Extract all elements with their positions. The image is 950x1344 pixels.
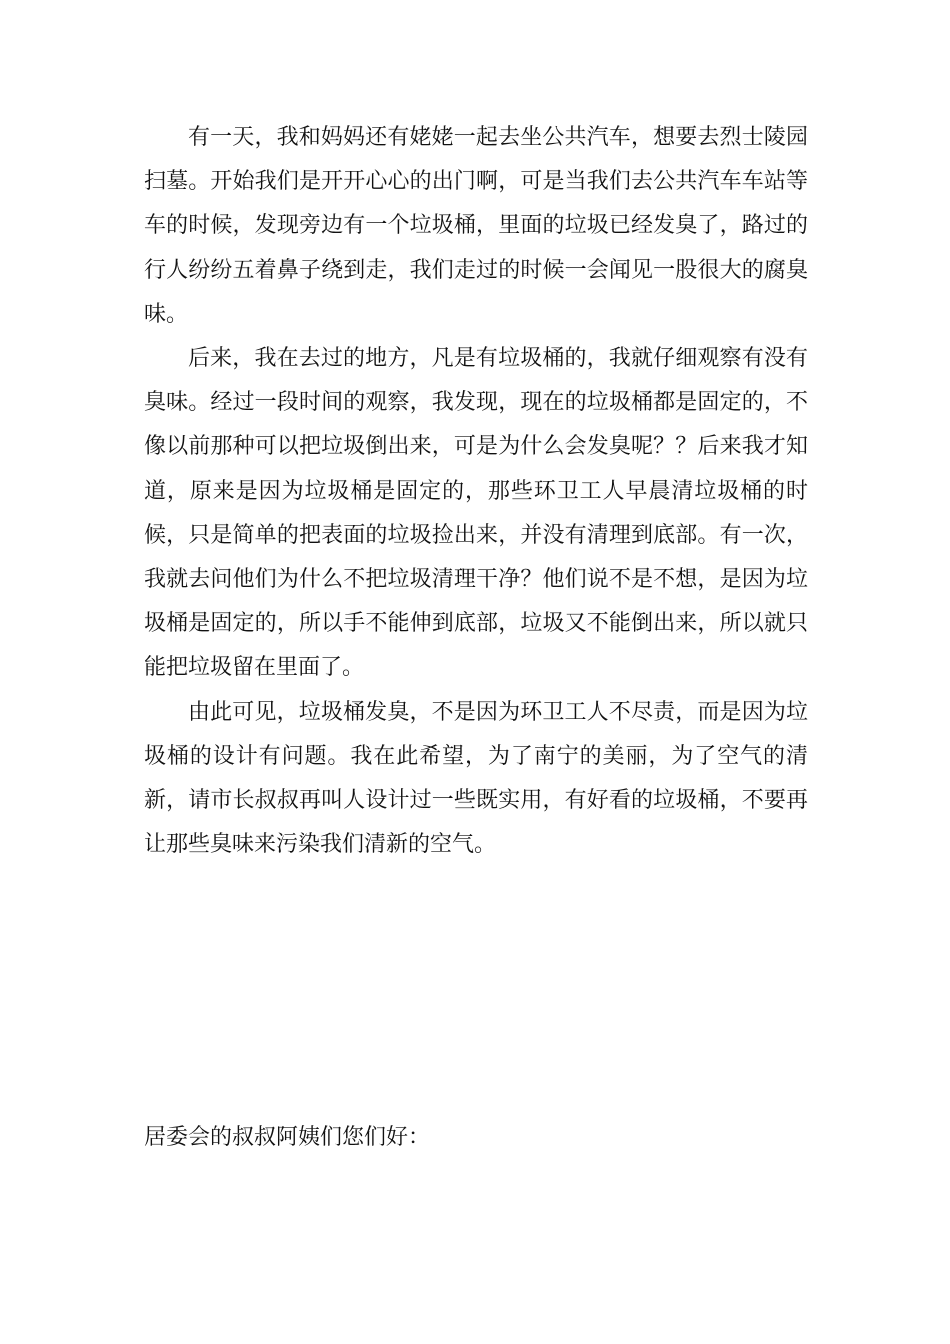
salutation-line: 居委会的叔叔阿姨们您们好： [144, 1125, 431, 1150]
letter-body [144, 116, 808, 867]
paragraph-1: 有一天，我和妈妈还有姥姥一起去坐公共汽车，想要去烈士陵园扫墓。开始我们是开开心心的出门啊，可是当我们去公共汽车车站等车的时候，发现旁边有一个垃圾桶，里面的垃圾已经发臭了，路过的行人纷纷五着鼻子绕到走，我们走过的时候一会闻见一股很大的腐臭味。 [144, 125, 808, 327]
paragraph-3: 由此可见，垃圾桶发臭，不是因为环卫工人不尽责，而是因为垃圾桶的设计有问题。我在此希望，为了南宁的美丽，为了空气的清新，请市长叔叔再叫人设计过一些既实用，有好看的垃圾桶，不要再让那些臭味来污染我们清新的空气。 [144, 699, 808, 858]
paragraph-2: 后来，我在去过的地方，凡是有垃圾桶的，我就仔细观察有没有臭味。经过一段时间的观察，我发现，现在的垃圾桶都是固定的，不像以前那种可以把垃圾倒出来，可是为什么会发臭呢？？后来我才知道，原来是因为垃圾桶是固定的，那些环卫工人早晨清垃圾桶的时候，只是简单的把表面的垃圾捡出来，并没有清理到底部。有一次，我就去问他们为什么不把垃圾清理干净？他们说不是不想，是因为垃圾桶是固定的，所以手不能伸到底部，垃圾又不能倒出来，所以就只能把垃圾留在里面了。 [144, 346, 808, 681]
